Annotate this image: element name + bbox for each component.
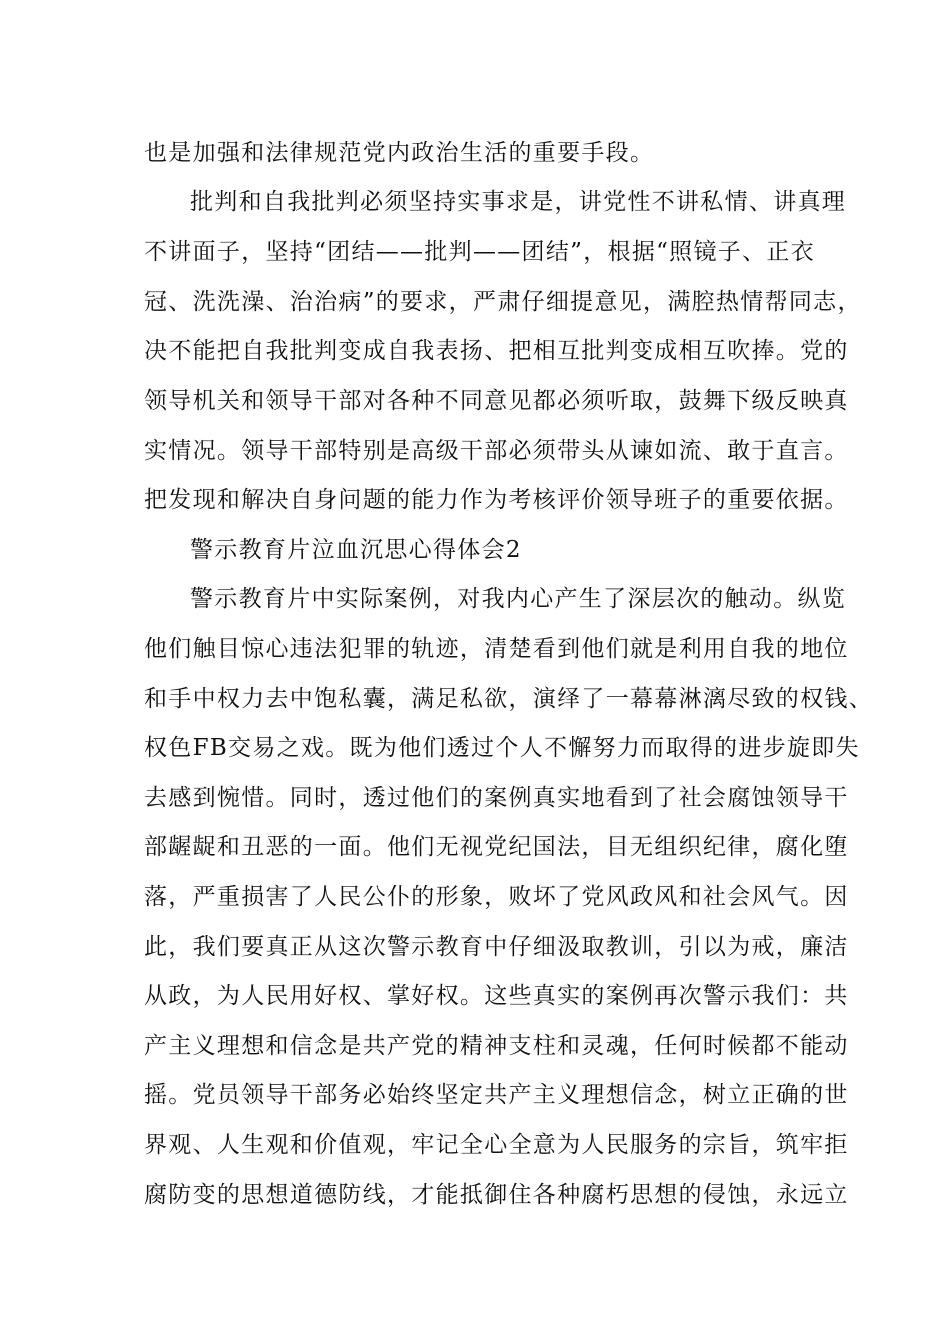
text-line: 不讲面子，坚持“团结——批判——团结”，根据“照镜子、正衣: [144, 239, 815, 265]
text-line: 也是加强和法律规范党内政治生活的重要手段。: [144, 140, 655, 166]
text-line: 实情况。领导干部特别是高级干部必须带头从谏如流、敢于直言。: [144, 438, 849, 464]
text-line: 腐防变的思想道德防线，才能抵御住各种腐朽思想的侵蚀，永远立: [144, 1182, 849, 1208]
text-line: 领导机关和领导干部对各种不同意见都必须听取，鼓舞下级反映真: [144, 388, 849, 414]
text-line: 落，严重损害了人民公仆的形象，败坏了党风政风和社会风气。因: [144, 884, 849, 910]
text-line: 产主义理想和信念是共产党的精神支柱和灵魂，任何时候都不能动: [144, 1033, 849, 1059]
text-line: 冠、洗洗澡、治治病”的要求，严肃仔细提意见，满腔热情帮同志，: [144, 289, 862, 315]
text-line: 界观、人生观和价值观，牢记全心全意为人民服务的宗旨，筑牢拒: [144, 1132, 849, 1158]
paragraph-first-line: 批判和自我批判必须坚持实事求是，讲党性不讲私情、讲真理: [190, 189, 847, 215]
text-line: 和手中权力去中饱私囊，满足私欲，演绎了一幕幕淋漓尽致的权钱、: [144, 686, 873, 712]
text-line: 部龌龊和丑恶的一面。他们无视党纪国法，目无组织纪律，腐化堕: [144, 834, 849, 860]
section-heading: 警示教育片泣血沉思心得体会2: [190, 537, 522, 563]
text-line: 权色FB交易之戏。既为他们透过个人不懈努力而取得的进步旋即失: [144, 735, 860, 761]
paragraph-first-line: 警示教育片中实际案例，对我内心产生了深层次的触动。纵览: [190, 586, 847, 612]
text-line: 从政，为人民用好权、掌好权。这些真实的案例再次警示我们：共: [144, 983, 849, 1009]
text-line: 把发现和解决自身问题的能力作为考核评价领导班子的重要依据。: [144, 487, 849, 513]
text-line: 此，我们要真正从这次警示教育中仔细汲取教训，引以为戒，廉洁: [144, 934, 849, 960]
text-line: 摇。党员领导干部务必始终坚定共产主义理想信念，树立正确的世: [144, 1082, 849, 1108]
text-line: 去感到惋惜。同时，透过他们的案例真实地看到了社会腐蚀领导干: [144, 785, 849, 811]
text-line: 他们触目惊心违法犯罪的轨迹，清楚看到他们就是利用自我的地位: [144, 636, 849, 662]
text-line: 决不能把自我批判变成自我表扬、把相互批判变成相互吹捧。党的: [144, 338, 849, 364]
